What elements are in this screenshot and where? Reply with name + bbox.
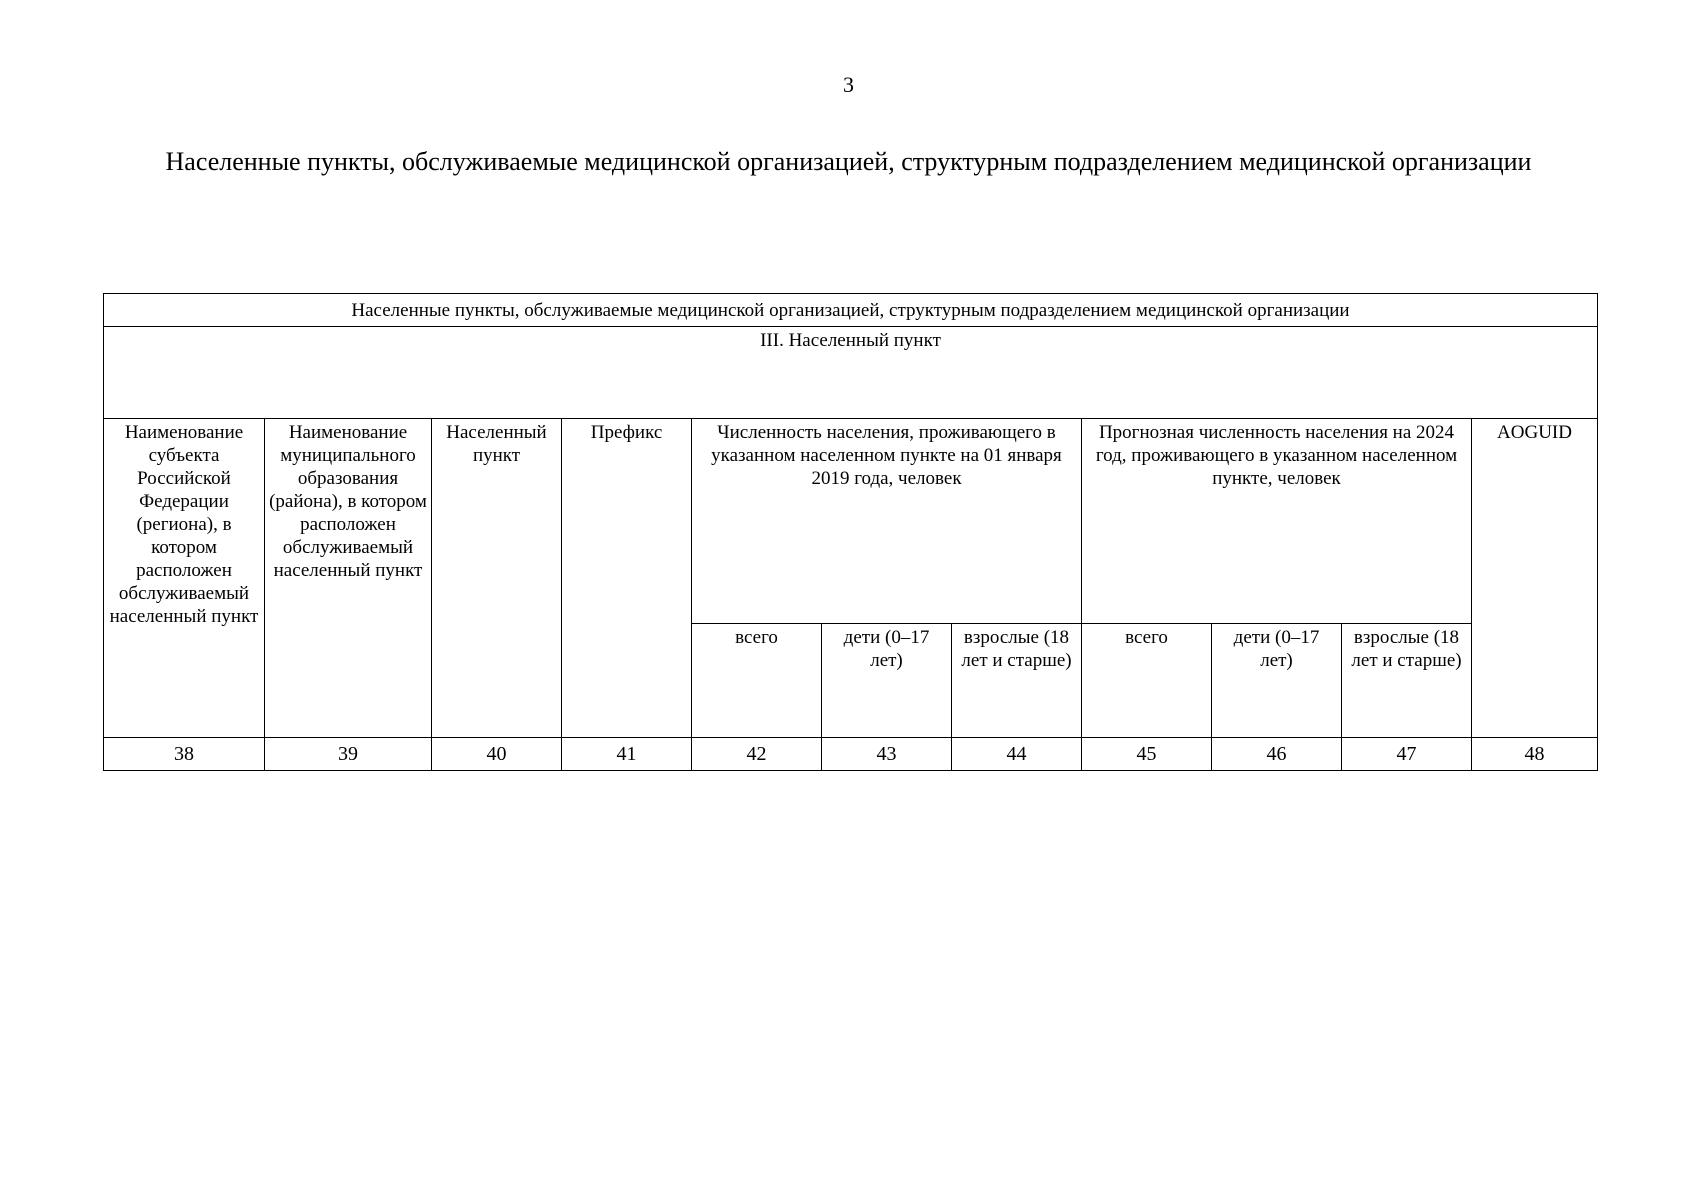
column-number: 42 [692, 738, 822, 771]
column-number: 41 [562, 738, 692, 771]
column-number: 39 [265, 738, 432, 771]
column-number: 45 [1082, 738, 1212, 771]
header-subject: Наименование субъекта Российской Федерации (региона), в котором расположен обслуживаемый населенный пункт [104, 419, 265, 738]
subheader-adults-2024: взрослые (18 лет и старше) [1342, 624, 1472, 738]
header-prefix: Префикс [562, 419, 692, 738]
section-heading: III. Населенный пункт [104, 327, 1598, 419]
settlements-table [103, 293, 1598, 771]
column-number: 43 [822, 738, 952, 771]
header-aoguid: AOGUID [1472, 419, 1598, 738]
subheader-children-2024: дети (0–17 лет) [1212, 624, 1342, 738]
subheader-adults-2019: взрослые (18 лет и старше) [952, 624, 1082, 738]
header-population-2019: Численность населения, проживающего в указанном населенном пункте на 01 января 2019 года, человек [692, 419, 1082, 624]
page-number: 3 [843, 72, 854, 97]
column-number: 44 [952, 738, 1082, 771]
table-caption: Населенные пункты, обслуживаемые медицинской организацией, структурным подразделением медицинской организации [104, 294, 1598, 327]
column-number: 46 [1212, 738, 1342, 771]
subheader-total-2024: всего [1082, 624, 1212, 738]
document-title: Населенные пункты, обслуживаемые медицинской организацией, структурным подразделением медицинской организации [165, 147, 1532, 176]
column-number: 47 [1342, 738, 1472, 771]
header-municipality: Наименование муниципального образования (района), в котором расположен обслуживаемый населенный пункт [265, 419, 432, 738]
subheader-total-2019: всего [692, 624, 822, 738]
header-population-2024: Прогнозная численность населения на 2024 год, проживающего в указанном населенном пункте, человек [1082, 419, 1472, 624]
column-number: 48 [1472, 738, 1598, 771]
column-number-row [104, 738, 1598, 771]
column-number: 38 [104, 738, 265, 771]
header-settlement: Населенный пункт [432, 419, 562, 738]
subheader-children-2019: дети (0–17 лет) [822, 624, 952, 738]
column-number: 40 [432, 738, 562, 771]
